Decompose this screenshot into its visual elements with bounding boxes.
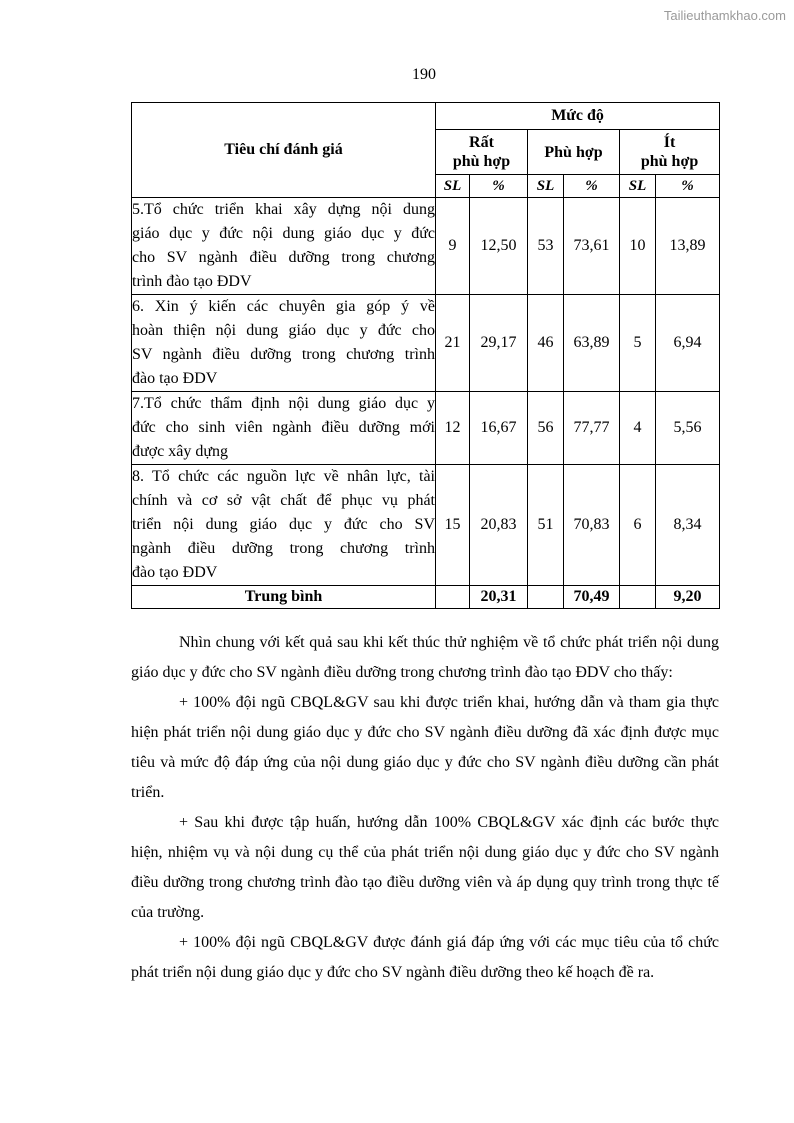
sl-suitable: 51 [528, 465, 564, 586]
criteria-line: 7.Tổ chức thẩm định nội dung giáo dục y [132, 395, 435, 412]
unit-sl: SL [436, 175, 470, 198]
unit-pct: % [470, 175, 528, 198]
total-label: Trung bình [132, 586, 436, 609]
total-row [132, 586, 720, 609]
pct-suitable: 63,89 [564, 295, 620, 392]
total-very-suitable: 20,31 [470, 586, 528, 609]
criteria-cell [132, 295, 436, 392]
level-suitable: Phù hợp [528, 130, 620, 175]
sl-very-suitable: 15 [436, 465, 470, 586]
paragraph: + 100% đội ngũ CBQL&GV được đánh giá đáp ứng với các mục tiêu của tổ chức phát triển nội dung giáo dục y đức cho SV ngành điều dưỡng theo kế hoạch đề ra. [131, 934, 719, 981]
sl-less-suitable: 6 [620, 465, 656, 586]
sl-less-suitable: 4 [620, 392, 656, 465]
conclusion-text [131, 628, 719, 988]
pct-very-suitable: 12,50 [470, 198, 528, 295]
criteria-cell [132, 198, 436, 295]
criteria-line: giáo dục y đức nội dung giáo dục y đức [132, 225, 435, 242]
pct-less-suitable: 8,34 [656, 465, 720, 586]
evaluation-table [131, 102, 720, 609]
total-suitable: 70,49 [564, 586, 620, 609]
criteria-header: Tiêu chí đánh giá [132, 103, 436, 198]
criteria-line: đào tạo ĐDV [132, 370, 218, 387]
unit-pct: % [656, 175, 720, 198]
sl-very-suitable: 21 [436, 295, 470, 392]
criteria-line: 5.Tổ chức triển khai xây dựng nội dung [132, 201, 435, 218]
pct-suitable: 73,61 [564, 198, 620, 295]
total-less-suitable: 9,20 [656, 586, 720, 609]
sl-suitable: 46 [528, 295, 564, 392]
pct-very-suitable: 20,83 [470, 465, 528, 586]
criteria-line: đào tạo ĐDV [132, 564, 218, 581]
paragraph: Nhìn chung với kết quả sau khi kết thúc thử nghiệm về tổ chức phát triển nội dung giáo dục y đức cho SV ngành điều dưỡng trong chương trình đào tạo ĐDV cho thấy: [131, 634, 719, 681]
criteria-line: trình đào tạo ĐDV [132, 273, 252, 290]
pct-less-suitable: 13,89 [656, 198, 720, 295]
unit-pct: % [564, 175, 620, 198]
table-row [132, 198, 720, 295]
watermark: Tailieuthamkhao.com [663, 8, 786, 23]
criteria-line: hoàn thiện nội dung giáo dục y đức cho [132, 322, 435, 339]
criteria-line: được xây dựng [132, 443, 229, 460]
criteria-line: SV ngành điều dưỡng trong chương trình [132, 346, 435, 363]
sl-less-suitable: 10 [620, 198, 656, 295]
table-row [132, 392, 720, 465]
level-header: Mức độ [436, 103, 720, 130]
criteria-line: cho SV ngành điều dưỡng trong chương [132, 249, 435, 266]
sl-suitable: 53 [528, 198, 564, 295]
pct-suitable: 70,83 [564, 465, 620, 586]
criteria-line: triển nội dung giáo dục y đức cho SV [132, 516, 435, 533]
unit-sl: SL [620, 175, 656, 198]
criteria-line: 8. Tổ chức các nguồn lực về nhân lực, tài [132, 468, 435, 485]
paragraph: + Sau khi được tập huấn, hướng dẫn 100% CBQL&GV xác định các bước thực hiện, nhiệm vụ và nội dung cụ thể của phát triển nội dung giáo dục y đức cho SV ngành điều dưỡng trong chương trình đào tạo điều dưỡng viên và áp dụng quy trình trong thực tế của trường. [131, 814, 719, 921]
criteria-line: đức cho sinh viên ngành điều dưỡng mới [132, 419, 435, 436]
pct-suitable: 77,77 [564, 392, 620, 465]
unit-sl: SL [528, 175, 564, 198]
table-row [132, 295, 720, 392]
sl-suitable: 56 [528, 392, 564, 465]
criteria-line: chính và cơ sở vật chất để phục vụ phát [132, 492, 435, 509]
sl-less-suitable: 5 [620, 295, 656, 392]
pct-very-suitable: 16,67 [470, 392, 528, 465]
sl-very-suitable: 12 [436, 392, 470, 465]
page-number: 190 [412, 66, 436, 83]
criteria-line: ngành điều dưỡng trong chương trình [132, 540, 435, 557]
pct-less-suitable: 6,94 [656, 295, 720, 392]
criteria-line: 6. Xin ý kiến các chuyên gia góp ý về [132, 298, 435, 315]
table-row [132, 465, 720, 586]
criteria-cell [132, 392, 436, 465]
pct-very-suitable: 29,17 [470, 295, 528, 392]
paragraph: + 100% đội ngũ CBQL&GV sau khi được triển khai, hướng dẫn và tham gia thực hiện phát triển nội dung giáo dục y đức cho SV ngành điều dưỡng đã xác định được mục tiêu và mức độ đáp ứng của nội dung giáo dục y đức cho SV ngành điều dưỡng cần phát triển. [131, 694, 719, 801]
pct-less-suitable: 5,56 [656, 392, 720, 465]
level-very-suitable: Rất phù hợp [436, 130, 528, 175]
sl-very-suitable: 9 [436, 198, 470, 295]
criteria-cell [132, 465, 436, 586]
level-less-suitable: Ít phù hợp [620, 130, 720, 175]
